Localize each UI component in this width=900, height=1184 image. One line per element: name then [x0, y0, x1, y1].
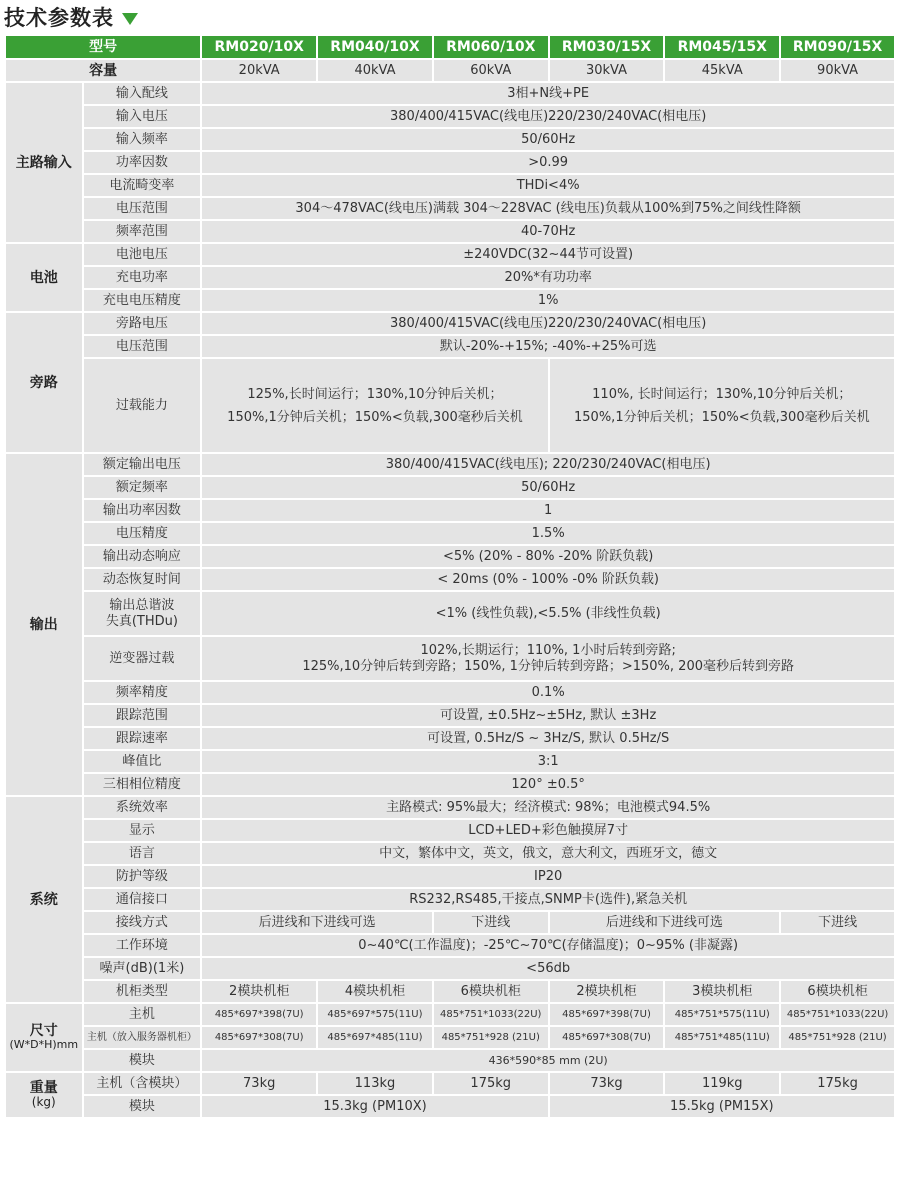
- triangle-down-icon: [122, 13, 138, 25]
- param-name: 语言: [84, 843, 201, 864]
- param-value: 下进线: [434, 912, 548, 933]
- table-row: [6, 592, 894, 635]
- table-row: [6, 797, 894, 818]
- table-row: [6, 244, 894, 265]
- table-row: [6, 843, 894, 864]
- page-title: [4, 2, 138, 32]
- param-name: 防护等级: [84, 866, 201, 887]
- param-value: 485*697*398(7U): [202, 1004, 316, 1025]
- param-value: 0~40℃(工作温度)；-25℃~70℃(存储温度)；0~95% (非凝露): [202, 935, 894, 956]
- table-row: [6, 1004, 894, 1025]
- table-row: [6, 221, 894, 242]
- param-name: 电压范围: [84, 336, 201, 357]
- param-value: 380/400/415VAC(线电压)220/230/240VAC(相电压): [202, 106, 894, 127]
- param-name: 峰值比: [84, 751, 201, 772]
- model-name: RM030/15X: [550, 36, 664, 58]
- param-value: 后进线和下进线可选: [202, 912, 432, 933]
- param-value: 485*751*1033(22U): [781, 1004, 894, 1025]
- capacity-value: 90kVA: [781, 60, 894, 81]
- table-row: [6, 454, 894, 475]
- table-row: [6, 83, 894, 104]
- param-value: 436*590*85 mm (2U): [202, 1050, 894, 1071]
- param-value: 1%: [202, 290, 894, 311]
- capacity-value: 40kVA: [318, 60, 432, 81]
- model-name: RM090/15X: [781, 36, 894, 58]
- table-row: [6, 198, 894, 219]
- param-value: 485*751*1033(22U): [434, 1004, 548, 1025]
- table-row: [6, 866, 894, 887]
- category-label: [6, 1004, 82, 1071]
- table-row: [6, 336, 894, 357]
- table-row: [6, 290, 894, 311]
- table-row: [6, 313, 894, 334]
- param-value: 15.5kg (PM15X): [550, 1096, 894, 1117]
- param-name: 电流畸变率: [84, 175, 201, 196]
- param-value: 73kg: [550, 1073, 664, 1094]
- table-row: [6, 569, 894, 590]
- param-name: 频率范围: [84, 221, 201, 242]
- table-row: [6, 751, 894, 772]
- param-value: 73kg: [202, 1073, 316, 1094]
- overload-15x: [550, 359, 894, 452]
- param-value: 1: [202, 500, 894, 521]
- table-row: [6, 774, 894, 795]
- table-row: [6, 958, 894, 979]
- param-value: 113kg: [318, 1073, 432, 1094]
- table-row: [6, 359, 894, 452]
- table-row: [6, 935, 894, 956]
- table-row: [6, 820, 894, 841]
- param-value: 485*697*308(7U): [202, 1027, 316, 1048]
- table-row: [6, 175, 894, 196]
- param-name: 逆变器过载: [84, 637, 201, 680]
- param-name: 充电功率: [84, 267, 201, 288]
- param-value: 3:1: [202, 751, 894, 772]
- param-name: 主机（放入服务器机柜）: [84, 1027, 201, 1048]
- category-label: [6, 1073, 82, 1117]
- param-name: 主机（含模块）: [84, 1073, 201, 1094]
- table-row: [6, 981, 894, 1002]
- param-value: 485*751*575(11U): [665, 1004, 779, 1025]
- table-row: [6, 36, 894, 58]
- param-value: <56db: [202, 958, 894, 979]
- table-row: [6, 1073, 894, 1094]
- category-label: 主路输入: [6, 83, 82, 242]
- param-value: 后进线和下进线可选: [550, 912, 780, 933]
- capacity-value: 30kVA: [550, 60, 664, 81]
- param-value: 304～478VAC(线电压)满载 304～228VAC (线电压)负载从100%到75%之间线性降额: [202, 198, 894, 219]
- param-value: RS232,RS485,干接点,SNMP卡(选件),紧急关机: [202, 889, 894, 910]
- param-value: 50/60Hz: [202, 477, 894, 498]
- title-text: 技术参数表: [4, 6, 114, 30]
- cell-line: 110%, 长时间运行；130%,10分钟后关机；: [592, 386, 852, 402]
- param-name: 输入配线: [84, 83, 201, 104]
- param-name: 电压精度: [84, 523, 201, 544]
- category-label: 输出: [6, 454, 82, 795]
- param-name: 输出功率因数: [84, 500, 201, 521]
- table-row: [6, 152, 894, 173]
- table-row: [6, 500, 894, 521]
- cell-line: 尺寸: [29, 1022, 58, 1039]
- cell-line: 125%,长时间运行；130%,10分钟后关机；: [247, 386, 503, 402]
- table-row: [6, 728, 894, 749]
- param-name: 接线方式: [84, 912, 201, 933]
- param-value: >0.99: [202, 152, 894, 173]
- cell-line: 150%,1分钟后关机；150%<负载,300毫秒后关机: [227, 409, 523, 425]
- cell-line: (W*D*H)mm: [9, 1037, 79, 1051]
- param-value: 0.1%: [202, 682, 894, 703]
- param-value: 默认-20%-+15%; -40%-+25%可选: [202, 336, 894, 357]
- capacity-value: 60kVA: [434, 60, 548, 81]
- param-value: ±240VDC(32~44节可设置): [202, 244, 894, 265]
- param-name: 系统效率: [84, 797, 201, 818]
- param-value: 中文，繁体中文，英文，俄文，意大利文，西班牙文，德文: [202, 843, 894, 864]
- overload-10x: [202, 359, 547, 452]
- model-name: RM020/10X: [202, 36, 316, 58]
- param-name: 跟踪速率: [84, 728, 201, 749]
- param-value: 2模块机柜: [550, 981, 664, 1002]
- table-row: [6, 523, 894, 544]
- param-value: 2模块机柜: [202, 981, 316, 1002]
- table-row: [6, 682, 894, 703]
- param-value: 485*751*928 (21U): [781, 1027, 894, 1048]
- table-row: [6, 889, 894, 910]
- table-row: [6, 129, 894, 150]
- model-name: RM040/10X: [318, 36, 432, 58]
- model-header: 型号: [6, 36, 200, 58]
- param-name: [84, 592, 201, 635]
- cell-line: 失真(THDu): [105, 613, 178, 629]
- param-name: 电压范围: [84, 198, 201, 219]
- param-value: THDi<4%: [202, 175, 894, 196]
- param-value: 4模块机柜: [318, 981, 432, 1002]
- table-row: [6, 60, 894, 81]
- table-row: [6, 705, 894, 726]
- param-name: 显示: [84, 820, 201, 841]
- param-name: 输出动态响应: [84, 546, 201, 567]
- param-name: 额定频率: [84, 477, 201, 498]
- param-value: 175kg: [781, 1073, 894, 1094]
- cell-line: 102%,长期运行；110%, 1小时后转到旁路;: [420, 642, 676, 658]
- param-name: 功率因数: [84, 152, 201, 173]
- param-value: 380/400/415VAC(线电压); 220/230/240VAC(相电压): [202, 454, 894, 475]
- param-name: 模块: [84, 1096, 201, 1117]
- table-row: [6, 267, 894, 288]
- param-value: 3相+N线+PE: [202, 83, 894, 104]
- param-value: 485*751*485(11U): [665, 1027, 779, 1048]
- param-name: 过载能力: [84, 359, 201, 452]
- capacity-value: 20kVA: [202, 60, 316, 81]
- capacity-header: 容量: [6, 60, 200, 81]
- param-value: 15.3kg (PM10X): [202, 1096, 547, 1117]
- category-label: 旁路: [6, 313, 82, 452]
- param-name: 三相相位精度: [84, 774, 201, 795]
- param-value: 50/60Hz: [202, 129, 894, 150]
- param-name: 旁路电压: [84, 313, 201, 334]
- category-label: 系统: [6, 797, 82, 1002]
- cell-line: 150%,1分钟后关机；150%<负载,300毫秒后关机: [574, 409, 870, 425]
- category-label: 电池: [6, 244, 82, 311]
- param-value: 下进线: [781, 912, 894, 933]
- param-value: 可设置, ±0.5Hz~±5Hz, 默认 ±3Hz: [202, 705, 894, 726]
- param-name: 动态恢复时间: [84, 569, 201, 590]
- param-value: 120° ±0.5°: [202, 774, 894, 795]
- param-value: 3模块机柜: [665, 981, 779, 1002]
- model-name: RM060/10X: [434, 36, 548, 58]
- param-value: 485*697*308(7U): [550, 1027, 664, 1048]
- param-value: 1.5%: [202, 523, 894, 544]
- param-name: 额定输出电压: [84, 454, 201, 475]
- param-name: 通信接口: [84, 889, 201, 910]
- param-value: 20%*有功功率: [202, 267, 894, 288]
- param-name: 机柜类型: [84, 981, 201, 1002]
- param-value: 119kg: [665, 1073, 779, 1094]
- cell-line: (kg): [31, 1095, 56, 1109]
- param-value: 485*697*485(11U): [318, 1027, 432, 1048]
- param-value: 可设置, 0.5Hz/S ~ 3Hz/S, 默认 0.5Hz/S: [202, 728, 894, 749]
- param-value: 485*751*928 (21U): [434, 1027, 548, 1048]
- spec-table: [4, 34, 896, 1119]
- param-name: 输入频率: [84, 129, 201, 150]
- model-name: RM045/15X: [665, 36, 779, 58]
- param-value: 6模块机柜: [781, 981, 894, 1002]
- table-row: [6, 546, 894, 567]
- param-value: 40-70Hz: [202, 221, 894, 242]
- table-row: [6, 1096, 894, 1117]
- table-row: [6, 1027, 894, 1048]
- param-value: 6模块机柜: [434, 981, 548, 1002]
- param-name: 充电电压精度: [84, 290, 201, 311]
- param-value: <1% (线性负载),<5.5% (非线性负载): [202, 592, 894, 635]
- param-name: 主机: [84, 1004, 201, 1025]
- param-value: 175kg: [434, 1073, 548, 1094]
- cell-line: 125%,10分钟后转到旁路；150%, 1分钟后转到旁路；>150%, 200毫秒后转到旁路: [302, 658, 794, 674]
- table-row: [6, 1050, 894, 1071]
- table-row: [6, 106, 894, 127]
- param-name: 噪声(dB)(1米): [84, 958, 201, 979]
- cell-line: 重量: [29, 1080, 58, 1096]
- param-name: 频率精度: [84, 682, 201, 703]
- table-row: [6, 637, 894, 680]
- param-value: 主路模式: 95%最大；经济模式: 98%；电池模式94.5%: [202, 797, 894, 818]
- param-value: <5% (20% - 80% -20% 阶跃负载): [202, 546, 894, 567]
- capacity-value: 45kVA: [665, 60, 779, 81]
- param-name: 模块: [84, 1050, 201, 1071]
- table-row: [6, 912, 894, 933]
- param-name: 输入电压: [84, 106, 201, 127]
- param-value: LCD+LED+彩色触摸屏7寸: [202, 820, 894, 841]
- table-row: [6, 477, 894, 498]
- param-value: < 20ms (0% - 100% -0% 阶跃负载): [202, 569, 894, 590]
- param-name: 电池电压: [84, 244, 201, 265]
- param-name: 工作环境: [84, 935, 201, 956]
- param-value: [202, 637, 894, 680]
- cell-line: 输出总谐波: [109, 597, 175, 613]
- param-value: IP20: [202, 866, 894, 887]
- param-value: 380/400/415VAC(线电压)220/230/240VAC(相电压): [202, 313, 894, 334]
- param-value: 485*697*575(11U): [318, 1004, 432, 1025]
- param-name: 跟踪范围: [84, 705, 201, 726]
- param-value: 485*697*398(7U): [550, 1004, 664, 1025]
